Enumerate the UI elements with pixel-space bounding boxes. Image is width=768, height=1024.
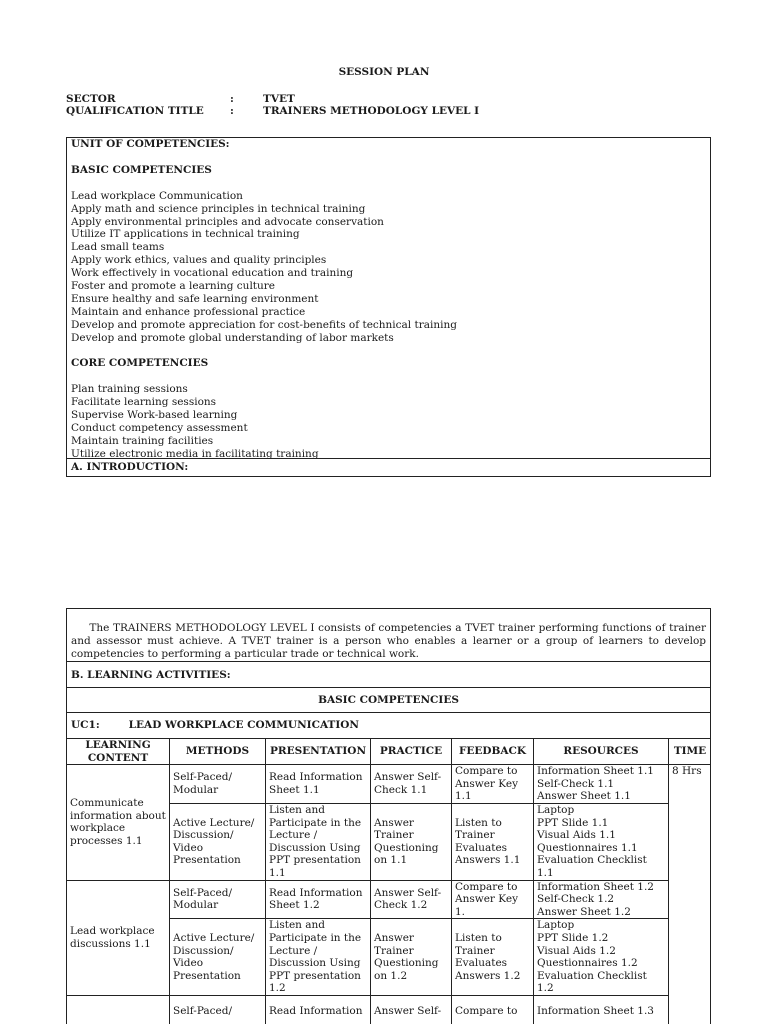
basic-competency-item: Develop and promote appreciation for cost-benefits of technical training xyxy=(71,318,457,331)
methods-cell: Self-Paced/ xyxy=(170,995,266,1024)
resource-item: Information Sheet 1.2 xyxy=(537,880,654,893)
basic-competency-item: Lead workplace Communication xyxy=(71,189,243,202)
resources-cell xyxy=(534,919,669,996)
column-header: RESOURCES xyxy=(534,739,669,765)
presentation-cell: Listen and Participate in the Lecture / Discussion Using PPT presentation 1.2 xyxy=(266,919,371,996)
presentation-cell: Read Information Sheet 1.2 xyxy=(266,880,371,919)
feedback-cell: Listen to Trainer Evaluates Answers 1.2 xyxy=(452,919,534,996)
learning-content-cell: Communicate information about workplace processes 1.1 xyxy=(67,765,170,880)
introduction-heading: A. INTRODUCTION: xyxy=(67,458,710,477)
feedback-cell: Compare to xyxy=(452,995,534,1024)
learning-activities-box xyxy=(66,608,711,1024)
learning-activities-table xyxy=(66,738,711,1024)
resource-item: Self-Check 1.1 xyxy=(537,777,615,790)
feedback-cell: Compare to Answer Key 1.1 xyxy=(452,765,534,804)
core-competencies-list xyxy=(71,383,706,460)
resources-cell xyxy=(534,995,669,1024)
resource-item: Information Sheet 1.3 xyxy=(537,1004,654,1017)
core-competency-item: Conduct competency assessment xyxy=(71,421,248,434)
resource-item: Information Sheet 1.1 xyxy=(537,765,654,778)
basic-competency-item: Apply math and science principles in technical training xyxy=(71,202,366,215)
meta-separator: : xyxy=(230,105,234,117)
feedback-cell: Listen to Trainer Evaluates Answers 1.1 xyxy=(452,803,534,880)
introduction-paragraph xyxy=(67,609,710,661)
practice-cell: Answer Trainer Questioning on 1.2 xyxy=(371,919,452,996)
page-title: SESSION PLAN xyxy=(338,66,430,78)
meta-separator: : xyxy=(230,93,234,105)
column-header: TIME xyxy=(669,739,712,765)
feedback-cell: Compare to Answer Key 1. xyxy=(452,880,534,919)
basic-competency-item: Apply environmental principles and advocate conservation xyxy=(71,215,384,228)
basic-competency-item: Foster and promote a learning culture xyxy=(71,280,276,293)
basic-competency-item: Apply work ethics, values and quality principles xyxy=(71,254,327,267)
basic-competency-item: Develop and promote global understanding of labor markets xyxy=(71,331,394,344)
time-cell: 8 Hrs xyxy=(669,765,712,1024)
resources-cell xyxy=(534,880,669,919)
resource-item: Answer Sheet 1.2 xyxy=(537,905,631,918)
table-row xyxy=(67,765,712,804)
basic-competencies-list xyxy=(71,190,706,345)
core-competency-item: Supervise Work-based learning xyxy=(71,409,238,422)
resource-item: Questionnaires 1.2 xyxy=(537,957,638,970)
methods-cell: Self-Paced/ Modular xyxy=(170,880,266,919)
basic-competency-item: Maintain and enhance professional practice xyxy=(71,305,306,318)
resources-cell xyxy=(534,765,669,804)
core-competencies-heading: CORE COMPETENCIES xyxy=(71,357,209,370)
resource-item: Laptop xyxy=(537,803,575,816)
resource-item: Self-Check 1.2 xyxy=(537,893,615,906)
table-row xyxy=(67,880,712,919)
resource-item: PPT Slide 1.2 xyxy=(537,931,609,944)
learning-content-cell xyxy=(67,995,170,1024)
core-competency-item: Utilize electronic media in facilitating training xyxy=(71,447,319,460)
column-header: PRACTICE xyxy=(371,739,452,765)
resource-item: Evaluation Checklist 1.1 xyxy=(537,854,647,879)
column-header: PRESENTATION xyxy=(266,739,371,765)
practice-cell: Answer Self-Check 1.2 xyxy=(371,880,452,919)
methods-cell: Active Lecture/ Discussion/ Video Presentation xyxy=(170,803,266,880)
presentation-cell: Read Information xyxy=(266,995,371,1024)
column-header: METHODS xyxy=(170,739,266,765)
resource-item: Laptop xyxy=(537,919,575,932)
basic-competency-item: Lead small teams xyxy=(71,241,165,254)
unit-of-competency-title xyxy=(67,712,710,738)
table-row xyxy=(67,995,712,1024)
resources-cell xyxy=(534,803,669,880)
core-competency-item: Facilitate learning sessions xyxy=(71,396,217,409)
practice-cell: Answer Trainer Questioning on 1.1 xyxy=(371,803,452,880)
unit-title: LEAD WORKPLACE COMMUNICATION xyxy=(128,719,359,731)
learning-activities-heading: B. LEARNING ACTIVITIES: xyxy=(67,661,710,687)
unit-code: UC1: xyxy=(71,719,100,731)
column-header: LEARNING CONTENT xyxy=(67,739,170,765)
meta-value: TVET xyxy=(263,93,295,105)
units-heading: UNIT OF COMPETENCIES: xyxy=(71,138,230,150)
resource-item: Visual Aids 1.2 xyxy=(537,944,616,957)
basic-competency-item: Ensure healthy and safe learning environment xyxy=(71,292,319,305)
column-header: FEEDBACK xyxy=(452,739,534,765)
basic-competency-item: Utilize IT applications in technical training xyxy=(71,228,300,241)
paragraph-line: competencies to performing a particular trade or technical work. xyxy=(71,647,419,660)
learning-content-cell: Lead workplace discussions 1.1 xyxy=(67,880,170,995)
core-competency-item: Plan training sessions xyxy=(71,383,188,396)
paragraph-line: The TRAINERS METHODOLOGY LEVEL I consists of competencies a TVET trainer performing functions of trainer xyxy=(71,622,706,634)
meta-key: QUALIFICATION TITLE xyxy=(66,105,204,117)
resource-item: Answer Sheet 1.1 xyxy=(537,790,631,803)
basic-competencies-label: BASIC COMPETENCIES xyxy=(67,687,710,712)
core-competency-item: Maintain training facilities xyxy=(71,434,214,447)
meta-key: SECTOR xyxy=(66,93,116,105)
units-box xyxy=(66,137,711,477)
resource-item: Evaluation Checklist 1.2 xyxy=(537,969,647,995)
resource-item: PPT Slide 1.1 xyxy=(537,816,609,829)
basic-competency-item: Work effectively in vocational education and training xyxy=(71,267,354,280)
methods-cell: Active Lecture/ Discussion/ Video Presentation xyxy=(170,919,266,996)
practice-cell: Answer Self-Check 1.1 xyxy=(371,765,452,804)
paragraph-line: and assessor must achieve. A TVET trainer is a person who enables a learner or a group of learners to develop xyxy=(71,634,706,647)
presentation-cell: Listen and Participate in the Lecture / Discussion Using PPT presentation 1.1 xyxy=(266,803,371,880)
basic-competencies-heading: BASIC COMPETENCIES xyxy=(71,163,212,176)
table-header-row xyxy=(67,739,712,765)
meta-value: TRAINERS METHODOLOGY LEVEL I xyxy=(263,105,480,117)
resource-item: Questionnaires 1.1 xyxy=(537,841,638,854)
methods-cell: Self-Paced/ Modular xyxy=(170,765,266,804)
resource-item: Visual Aids 1.1 xyxy=(537,829,616,842)
practice-cell: Answer Self- xyxy=(371,995,452,1024)
presentation-cell: Read Information Sheet 1.1 xyxy=(266,765,371,804)
